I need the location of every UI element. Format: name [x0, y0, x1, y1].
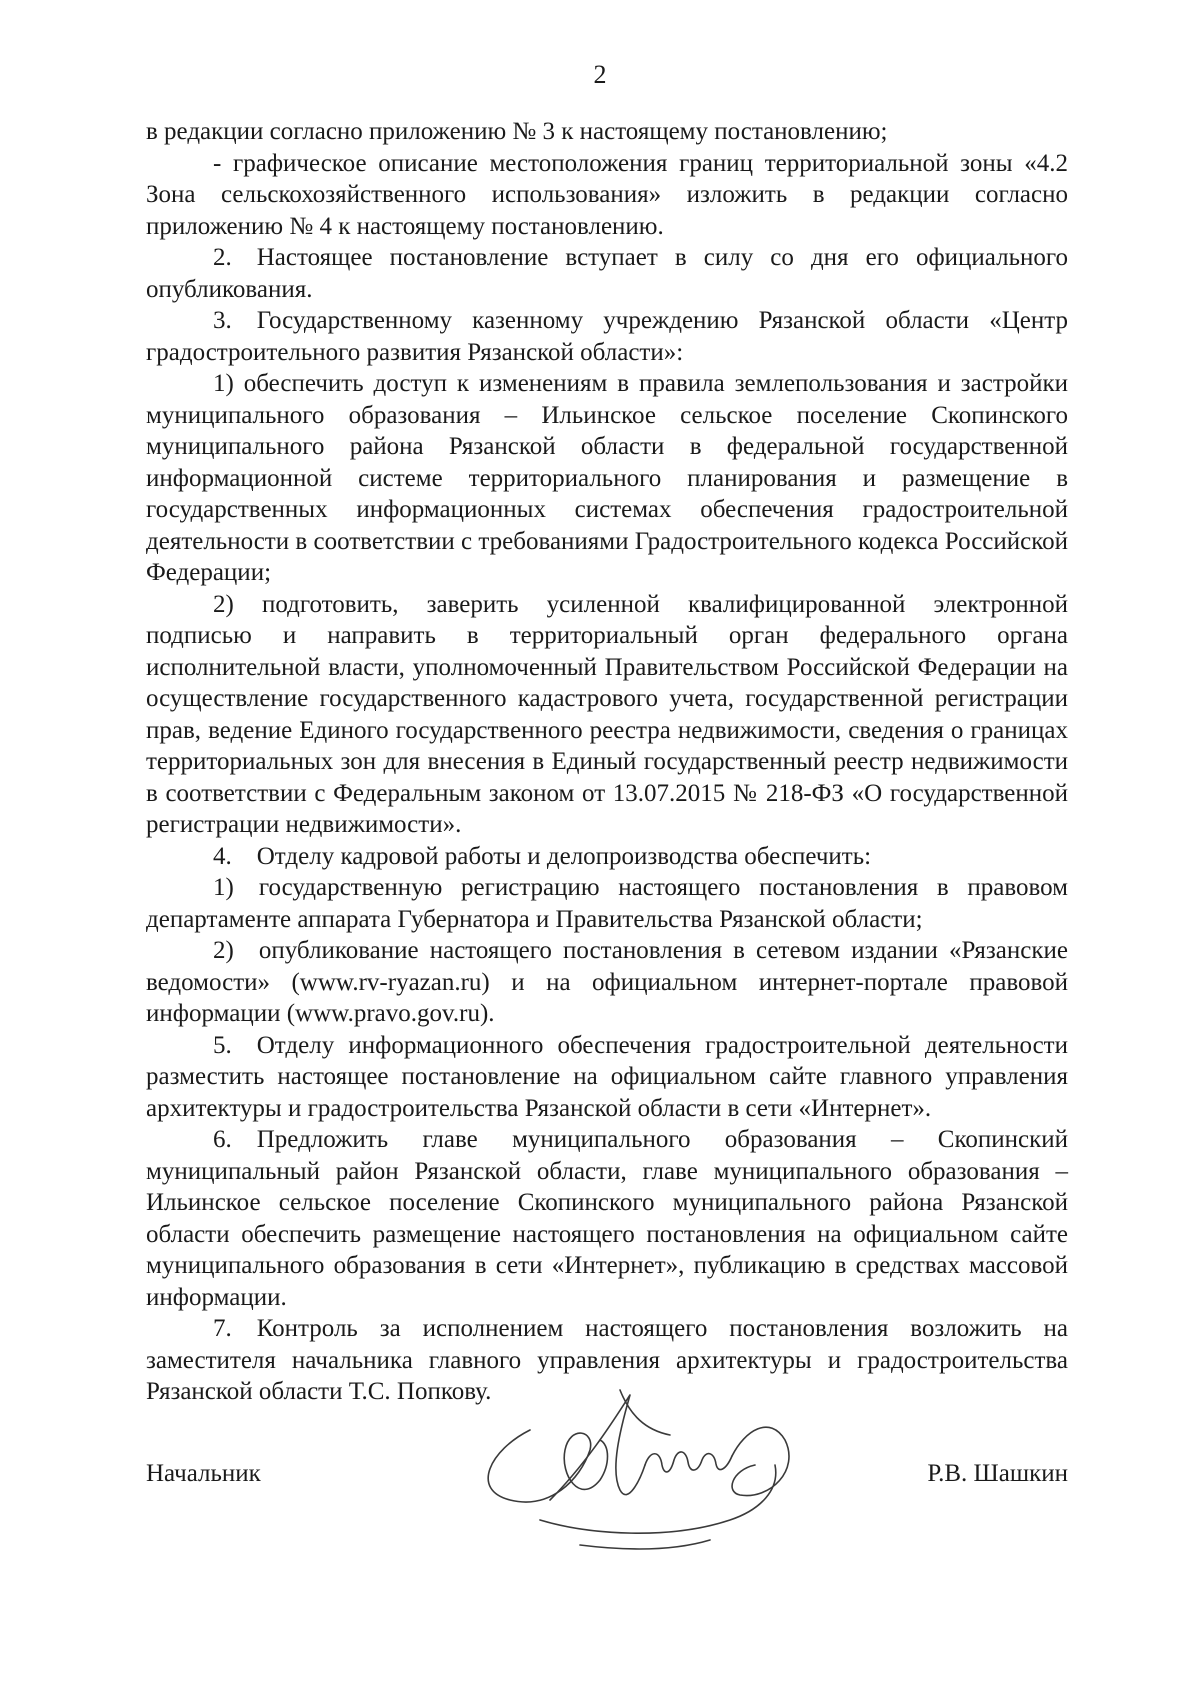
signature-stroke — [488, 1430, 607, 1502]
signature-stroke — [645, 1452, 732, 1472]
paragraph-3-1-access: 1) обеспечить доступ к изменениям в правила землепользования и застройки муниципального образования – Ильинское сельское поселение Скопинского муниципального района Рязанской области в федеральной государственной информационной системе территориального планирования и размещение в государственных информационных системах обеспечения градостроительной деятельности в соответствии с требованиями Градостроительного кодекса Российской Федерации; — [146, 370, 1068, 586]
paragraph-continuation: в редакции согласно приложению № 3 к настоящему постановлению; — [146, 118, 888, 145]
paragraph-4-hr: 4. Отделу кадровой работы и делопроизводства обеспечить: — [213, 842, 872, 870]
paragraph-6-proposal: 6. Предложить главе муниципального образования – Скопинский муниципальный район Рязанской области, главе муниципального образования – Ильинское сельское поселение Скопинского муниципального района Рязанской области обеспечить размещение настоящего постановления на официальном сайте муниципального образования в сети «Интернет», публикацию в средствах массовой информации. — [146, 1126, 1068, 1311]
signatory-title: Начальник — [146, 1460, 261, 1487]
paragraph-5-info: 5. Отделу информационного обеспечения градостроительной деятельности разместить настоящее постановление на официальном сайте главного управления архитектуры и градостроительства Рязанской области в сети «Интернет». — [146, 1031, 1068, 1122]
paragraph-4-1-registration: 1) государственную регистрацию настоящего постановления в правовом департаменте аппарата Губернатора и Правительства Рязанской области; — [146, 874, 1068, 933]
paragraph-2-effective-date: 2. Настоящее постановление вступает в силу со дня его официального опубликования. — [146, 244, 1068, 303]
page-number: 2 — [593, 60, 607, 89]
paragraph-graphic-description: - графическое описание местоположения границ территориальной зоны «4.2 Зона сельскохозяйственного использования» изложить в редакции согласно приложению № 4 к настоящему постановлению. — [146, 149, 1068, 240]
handwritten-signature — [470, 1370, 800, 1560]
document-body — [146, 116, 1068, 1408]
signature-stroke — [580, 1540, 710, 1549]
signature-stroke — [732, 1427, 789, 1495]
paragraph-7-control: 7. Контроль за исполнением настоящего постановления возложить на заместителя начальника главного управления архитектуры и градостроительства Рязанской области Т.С. Попкову. — [146, 1315, 1068, 1405]
signature-stroke — [620, 1390, 670, 1435]
signatory-name: Р.В. Шашкин — [927, 1460, 1068, 1487]
signature-stroke — [540, 1465, 776, 1533]
paragraph-4-2-publication: 2) опубликование настоящего постановления в сетевом издании «Рязанские ведомости» (www.rv-ryazan.ru) и на официальном интернет-портале правовой информации (www.pravo.gov.ru). — [146, 937, 1068, 1027]
paragraph-3-2-prepare: 2) подготовить, заверить усиленной квалифицированной электронной подписью и направить в территориальный орган федерального органа исполнительной власти, уполномоченный Правительством Российской Федерации на осуществление государственного кадастрового учета, государственной регистрации прав, ведение Единого государственного реестра недвижимости, сведения о границах территориальных зон для внесения в Единый государственный реестр недвижимости в соответствии с Федеральным законом от 13.07.2015 № 218-ФЗ «О государственной регистрации недвижимости». — [146, 590, 1068, 838]
paragraph-3-center: 3. Государственному казенному учреждению Рязанской области «Центр градостроительного развития Рязанской области»: — [146, 307, 1068, 366]
